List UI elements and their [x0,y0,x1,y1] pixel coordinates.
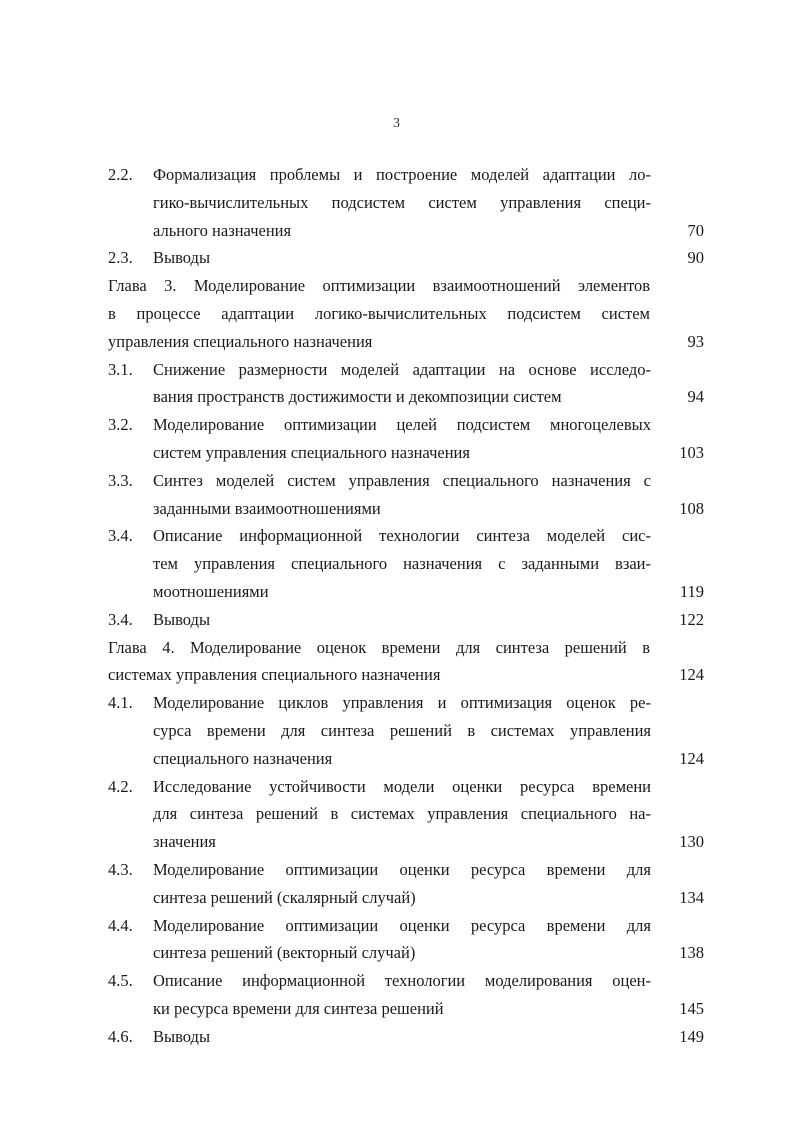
toc-line [108,467,704,495]
toc-page-number: 103 [679,442,704,462]
toc-line [108,995,704,1023]
toc-entry-number: 2.3. [108,248,133,268]
toc-line [108,773,704,801]
toc-line [108,634,704,662]
toc-page-number: 138 [679,943,704,963]
toc-line [108,383,704,411]
toc-line [108,884,704,912]
toc-page-number: 124 [679,665,704,685]
toc-entry-number: 3.4. [108,609,133,629]
toc-entry-number: 4.6. [108,1026,133,1046]
toc-entry-title: синтеза решений (векторный случай) [153,943,416,963]
toc-line [108,939,704,967]
toc-entry [108,356,704,412]
toc-entry-title: специального назначения [153,748,333,768]
toc-entry-title: систем управления специального назначения [153,442,470,462]
toc-line [108,244,704,272]
toc-line [108,411,704,439]
toc-entry [108,1023,704,1051]
toc-entry [108,411,704,467]
toc-line [108,189,704,217]
toc-chapter-title: системах управления специального назначения [108,665,441,685]
toc-chapter-title: управления специального назначения [108,331,373,351]
toc-entry-title: Исследование устойчивости модели оценки ресурса времени [153,776,651,796]
toc-chapter-title: Глава 4. Моделирование оценок времени для синтеза решений в [108,637,650,657]
toc-entry [108,912,704,968]
toc-entry-title: ки ресурса времени для синтеза решений [153,998,444,1018]
toc-page-number: 119 [679,581,704,601]
toc-entry-title: гико-вычислительных подсистем систем управления специ- [153,192,651,212]
toc-line [108,356,704,384]
toc-line [108,328,704,356]
toc-entry-title: Моделирование циклов управления и оптимизация оценок ре- [153,693,651,713]
toc-entry-title: Выводы [153,248,211,268]
toc-entry-title: Синтез моделей систем управления специального назначения с [153,470,651,490]
toc-entry-number: 4.1. [108,693,133,713]
toc-entry-title: заданными взаимоотношениями [153,498,381,518]
toc-line [108,856,704,884]
toc-line [108,828,704,856]
toc-line [108,1023,704,1051]
toc-entry [108,634,704,690]
toc-line [108,495,704,523]
table-of-contents [108,161,704,1051]
toc-entry-title: сурса времени для синтеза решений в системах управления [153,720,651,740]
toc-entry-title: вания пространств достижимости и декомпозиции систем [153,387,562,407]
toc-entry-number: 4.5. [108,971,133,991]
toc-entry [108,773,704,856]
toc-page-number: 134 [679,887,704,907]
toc-entry-title: Описание информационной технологии моделирования оцен- [153,971,651,991]
toc-page-number: 124 [679,748,704,768]
toc-entry-number: 3.2. [108,415,133,435]
page-number: 3 [393,116,400,131]
toc-entry [108,967,704,1023]
toc-page-number: 149 [679,1026,704,1046]
toc-chapter-title: в процессе адаптации логико-вычислительных подсистем систем [108,303,650,323]
toc-page-number: 70 [687,220,704,240]
toc-entry-title: Выводы [153,609,211,629]
toc-entry-number: 3.3. [108,470,133,490]
toc-line [108,578,704,606]
toc-line [108,912,704,940]
toc-entry-title: Снижение размерности моделей адаптации на основе исследо- [153,359,651,379]
toc-entry-title: Моделирование оптимизации оценки ресурса времени для [153,915,651,935]
toc-line [108,439,704,467]
toc-entry-number: 2.2. [108,165,133,184]
toc-entry-title: Выводы [153,1026,211,1046]
toc-page-number: 90 [687,248,704,268]
toc-line [108,689,704,717]
toc-line [108,717,704,745]
toc-entry-title: тем управления специального назначения с заданными взаи- [153,554,651,574]
toc-entry [108,606,704,634]
toc-entry-number: 4.2. [108,776,133,796]
toc-entry [108,161,704,244]
toc-line [108,300,704,328]
toc-line [108,161,704,189]
toc-entry-title: Описание информационной технологии синтеза моделей сис- [153,526,651,546]
toc-line [108,217,704,245]
toc-entry-number: 4.4. [108,915,133,935]
toc-page-number: 130 [679,832,704,852]
toc-entry [108,522,704,605]
toc-entry [108,467,704,523]
toc-page-number: 108 [679,498,704,518]
toc-entry-number: 3.4. [108,526,133,546]
toc-entry [108,272,704,355]
toc-entry-number: 4.3. [108,859,133,879]
toc-entry-title: для синтеза решений в системах управления специального на- [153,804,651,824]
toc-page-number: 94 [687,387,704,407]
toc-entry-title: Моделирование оптимизации целей подсистем многоцелевых [153,415,651,435]
toc-page-number: 145 [679,998,704,1018]
toc-line [108,967,704,995]
toc-entry-title: ального назначения [153,220,292,240]
toc-entry-title: значения [153,832,216,852]
toc-entry-title: Формализация проблемы и построение моделей адаптации ло- [153,165,651,184]
toc-line [108,550,704,578]
toc-page-number: 122 [679,609,704,629]
toc-page-number: 93 [687,331,704,351]
toc-entry-number: 3.1. [108,359,133,379]
toc-entry [108,856,704,912]
toc-line [108,800,704,828]
toc-entry-title: Моделирование оптимизации оценки ресурса времени для [153,859,651,879]
toc-line [108,661,704,689]
toc-line [108,745,704,773]
toc-line [108,606,704,634]
toc-entry-title: синтеза решений (скалярный случай) [153,887,416,907]
toc-line [108,272,704,300]
toc-entry [108,689,704,772]
toc-entry-title: моотношениями [153,581,269,601]
toc-chapter-title: Глава 3. Моделирование оптимизации взаимоотношений элементов [108,276,650,296]
toc-line [108,522,704,550]
toc-entry [108,244,704,272]
